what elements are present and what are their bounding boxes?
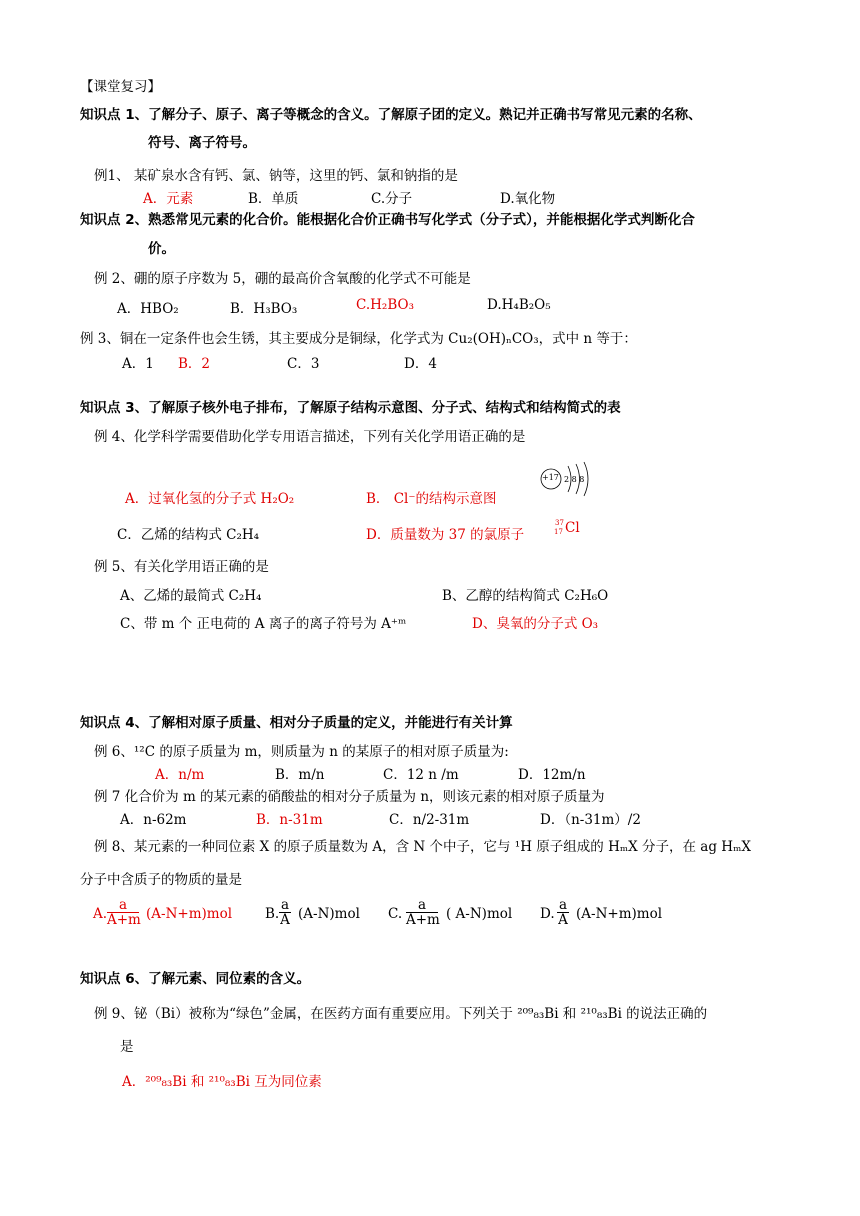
ex5-stem: 例 5、有关化学用语正确的是: [94, 559, 269, 575]
ex1-option-b: B．单质: [248, 191, 299, 207]
ex3-option-b: B．2: [178, 356, 211, 372]
ex5-option-c: C、带 m 个 正电荷的 A 离子的离子符号为 A⁺ᵐ: [120, 616, 407, 632]
ex6-stem: 例 6、¹²C 的原子质量为 m，则质量为 n 的某原子的相对原子质量为:: [94, 744, 509, 760]
ex6-option-d: D．12m/n: [518, 767, 586, 783]
ex8-line1: 例 8、某元素的一种同位素 X 的原子质量数为 A，含 N 个中子，它与 ¹H 原子组成的 HₘX 分子，在 ag HₘX: [94, 839, 751, 855]
ex2-option-a: A．HBO₂: [117, 301, 179, 317]
ex4-option-b: B． Cl⁻的结构示意图: [366, 491, 497, 507]
kp6-line1: 知识点 6、了解元素、同位素的含义。: [80, 971, 311, 987]
ex8-option-c-tail: ( A-N)mol: [446, 906, 513, 922]
fraction-denominator: A+m: [107, 912, 141, 928]
ex1-stem: 例1、 某矿泉水含有钙、氯、钠等，这里的钙、氯和钠指的是: [94, 168, 458, 184]
ex4-option-a: A．过氧化氢的分子式 H₂O₂: [125, 491, 295, 507]
ex4-stem: 例 4、化学科学需要借助化学专用语言描述，下列有关化学用语正确的是: [94, 429, 526, 445]
ex4-option-d: D．质量数为 37 的氯原子: [366, 527, 525, 543]
fraction-numerator: a: [558, 897, 568, 913]
kp2-line2: 价。: [148, 241, 175, 257]
ex1-option-c: C.分子: [371, 191, 413, 207]
ex3-stem: 例 3、铜在一定条件也会生锈，其主要成分是铜绿，化学式为 Cu₂(OH)ₙCO₃，式中 n 等于：: [80, 331, 637, 347]
ex7-option-d: D．（n-31m）/2: [540, 812, 641, 828]
ex2-stem: 例 2、硼的原子序数为 5，硼的最高价含氧酸的化学式不可能是: [94, 271, 471, 287]
ex8-option-b-tail: (A-N)mol: [298, 906, 360, 922]
ex6-option-a: A．n/m: [155, 767, 205, 783]
chlorine-37-symbol: [554, 520, 580, 536]
ex9-line1: 例 9、铋（Bi）被称为“绿色”金属，在医药方面有重要应用。下列关于 ²⁰⁹₈₃Bi 和 ²¹⁰₈₃Bi 的说法正确的: [94, 1006, 708, 1022]
ex8-option-b-prefix: B.: [265, 906, 280, 922]
ex8-option-c-prefix: C.: [388, 906, 403, 922]
fraction-numerator: a: [118, 897, 128, 913]
fraction-numerator: a: [417, 897, 427, 913]
section-header: 【课堂复习】: [80, 79, 161, 95]
ex9-option-a: A．²⁰⁹₈₃Bi 和 ²¹⁰₈₃Bi 互为同位素: [122, 1074, 322, 1090]
ex5-option-a: A、乙烯的最简式 C₂H₄: [120, 588, 262, 604]
ex7-option-b: B．n-31m: [256, 812, 323, 828]
fraction-denominator: A: [280, 912, 290, 928]
chlorine-ion-structure-diagram: [538, 460, 594, 498]
atomic-number: 17: [554, 528, 563, 536]
ex2-option-b: B．H₃BO₃: [230, 301, 298, 317]
ex8-option-d-tail: (A-N+m)mol: [576, 906, 663, 922]
ex9-line2: 是: [120, 1039, 134, 1055]
diagram-nucleus-label: +17: [542, 473, 559, 482]
ex3-option-d: D．4: [404, 356, 437, 372]
ex7-option-c: C．n/2-31m: [389, 812, 470, 828]
ex8-option-d-prefix: D.: [540, 906, 555, 922]
ex8-option-d-fraction: [557, 898, 569, 927]
kp2-line1: 知识点 2、熟悉常见元素的化合价。能根据化合价正确书写化学式（分子式），并能根据化学式判断化合: [80, 212, 695, 228]
kp1-line2: 符号、离子符号。: [148, 135, 256, 151]
ex3-option-c: C．3: [287, 356, 320, 372]
ex6-option-b: B．m/n: [275, 767, 325, 783]
ex7-stem: 例 7 化合价为 m 的某元素的硝酸盐的相对分子质量为 n，则该元素的相对原子质量为: [94, 789, 605, 805]
ex8-option-a-prefix: A.: [93, 906, 108, 922]
fraction-numerator: a: [280, 897, 290, 913]
ex3-option-a: A．1: [122, 356, 154, 372]
kp1-line1: 知识点 1、了解分子、原子、离子等概念的含义。了解原子团的定义。熟记并正确书写常见元素的名称、: [80, 107, 702, 123]
ex2-option-d: D.H₄B₂O₅: [487, 297, 551, 313]
kp3-line1: 知识点 3、了解原子核外电子排布，了解原子结构示意图、分子式、结构式和结构简式的表: [80, 400, 621, 416]
ex4-option-c: C．乙烯的结构式 C₂H₄: [117, 527, 260, 543]
ex8-option-a-fraction: [107, 898, 139, 927]
ex8-option-a-tail: (A-N+m)mol: [146, 906, 233, 922]
ex8-option-b-fraction: [279, 898, 291, 927]
ex1-option-d: D.氧化物: [500, 191, 556, 207]
ex6-option-c: C．12 n /m: [383, 767, 459, 783]
mass-number: 37: [555, 519, 564, 527]
ex5-option-b: B、乙醇的结构简式 C₂H₆O: [442, 588, 609, 604]
ex8-option-c-fraction: [406, 898, 438, 927]
kp4-line1: 知识点 4、了解相对原子质量、相对分子质量的定义，并能进行有关计算: [80, 715, 513, 731]
ex2-option-c: C.H₂BO₃: [356, 297, 414, 313]
ex7-option-a: A．n-62m: [120, 812, 187, 828]
diagram-shell-electrons: 2 8 8: [564, 475, 585, 484]
ex5-option-d: D、臭氧的分子式 O₃: [472, 616, 599, 632]
fraction-denominator: A+m: [406, 912, 440, 928]
ex8-line2: 分子中含质子的物质的量是: [80, 872, 242, 888]
ex1-option-a: A．元素: [143, 191, 194, 207]
fraction-denominator: A: [558, 912, 568, 928]
element-symbol: Cl: [565, 520, 580, 536]
